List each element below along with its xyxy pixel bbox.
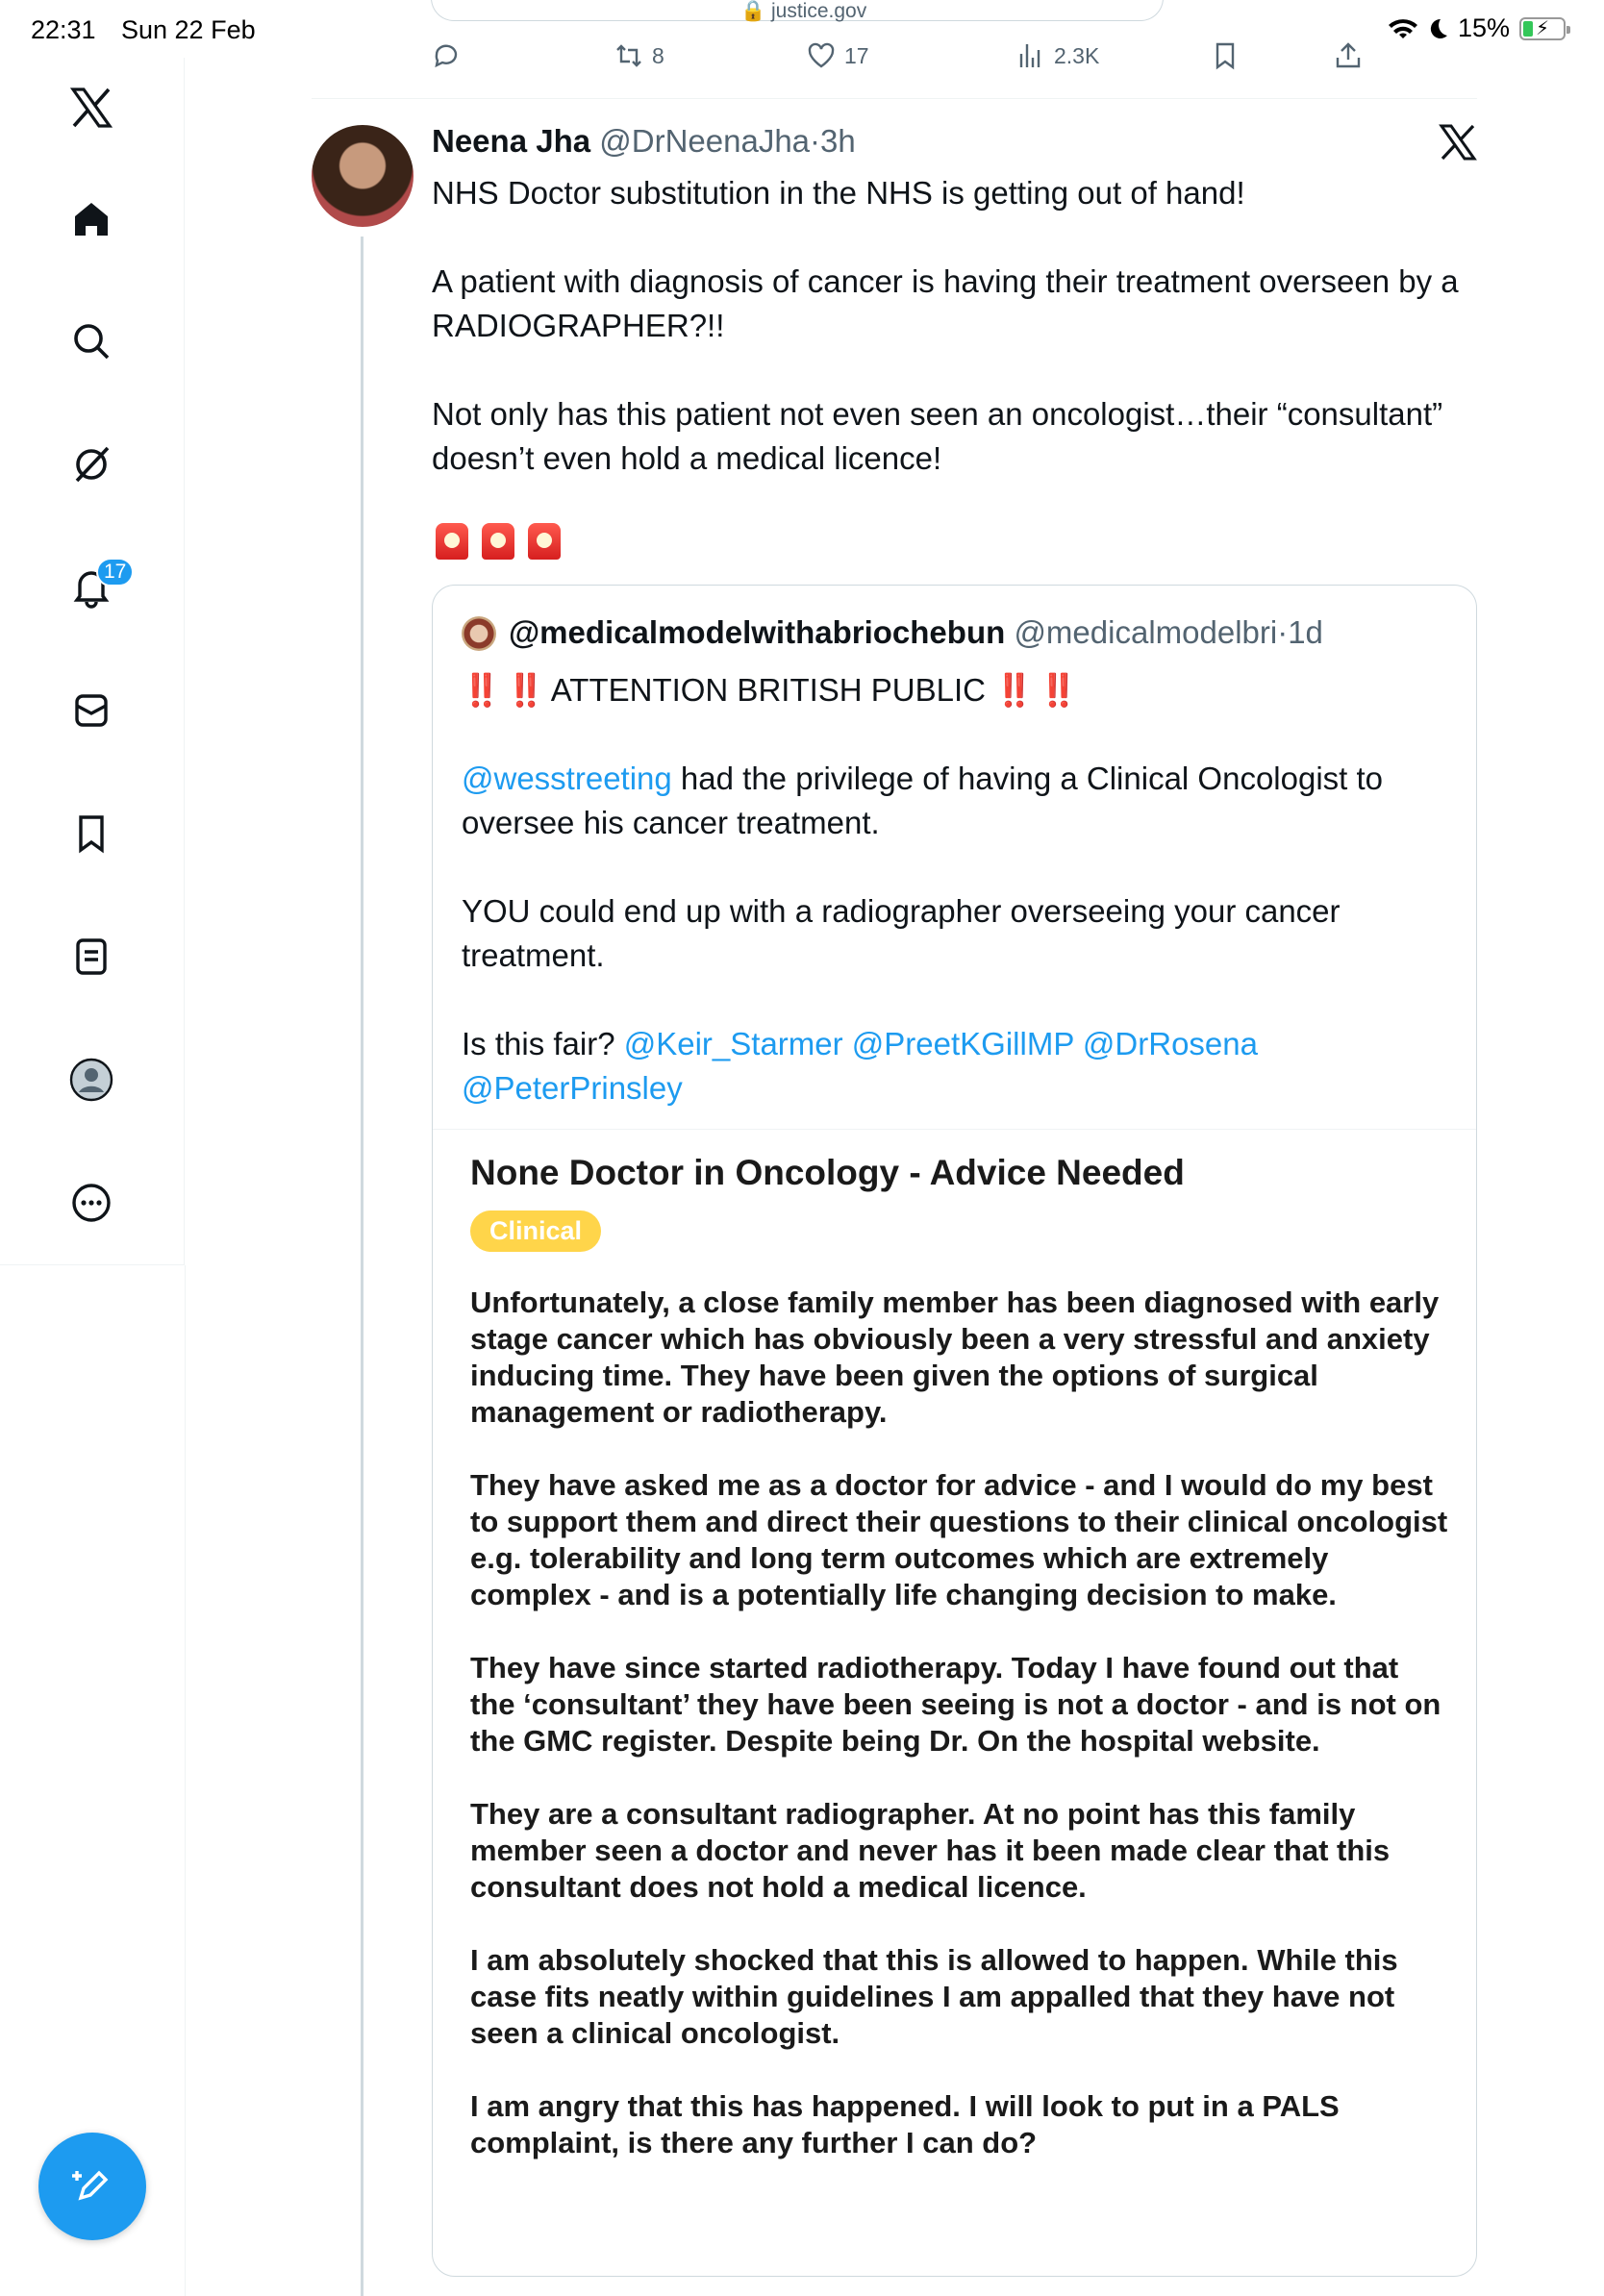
author-name[interactable]: Neena Jha <box>432 123 591 159</box>
sidebar-item-home[interactable] <box>63 191 119 247</box>
quoted-paragraph: YOU could end up with a radiographer overseeing your cancer treatment. <box>462 893 1341 973</box>
category-tag: Clinical <box>470 1210 601 1252</box>
views-count: 2.3K <box>1054 42 1100 68</box>
retweet-button[interactable] <box>614 40 664 71</box>
sidebar-item-messages[interactable] <box>63 683 119 738</box>
envelope-icon <box>69 688 113 733</box>
meta-separator: · <box>1277 614 1289 650</box>
tweet-paragraph: A patient with diagnosis of cancer is having their treatment overseen by a RADIOGRAPHER?!! <box>432 263 1459 343</box>
bookmark-button[interactable] <box>1210 40 1241 71</box>
mention-link[interactable]: @PeterPrinsley <box>462 1070 683 1106</box>
quoted-paragraph: Is this fair? @Keir_Starmer @PreetKGillMP @DrRosena @PeterPrinsley <box>462 1026 1258 1106</box>
reply-button[interactable] <box>431 40 462 71</box>
thread-line <box>361 237 363 2296</box>
sidebar-item-x-logo[interactable] <box>63 80 119 136</box>
embedded-screenshot <box>470 1143 1451 2198</box>
mention-link[interactable]: @PreetKGillMP <box>851 1026 1074 1061</box>
post-paragraph: They are a consultant radiographer. At no point has this family member seen a doctor and never has it been made clear that this consultant does not hold a medical licence. <box>470 1797 1391 1904</box>
tweet-time[interactable]: 3h <box>820 123 856 159</box>
views-button[interactable] <box>1015 40 1099 71</box>
sidebar-item-bookmarks[interactable] <box>63 806 119 861</box>
share-icon <box>1333 40 1364 71</box>
compose-button[interactable] <box>38 2133 146 2240</box>
reply-icon <box>431 40 462 71</box>
divider <box>433 1129 1477 1130</box>
link-domain[interactable]: 🔒 justice.gov <box>740 0 867 22</box>
search-icon <box>69 319 113 363</box>
share-button[interactable] <box>1333 40 1364 71</box>
sidebar-item-profile[interactable] <box>63 1052 119 1108</box>
like-count: 17 <box>844 42 869 68</box>
views-icon <box>1015 40 1046 71</box>
retweet-icon <box>614 40 644 71</box>
sidebar-border <box>185 1265 186 2296</box>
sidebar-item-more[interactable] <box>63 1175 119 1231</box>
status-date: Sun 22 Feb <box>121 15 256 44</box>
compose-icon <box>69 2163 115 2209</box>
mention-link[interactable]: @DrRosena <box>1082 1026 1258 1061</box>
bookmark-icon <box>1210 40 1241 71</box>
post-body <box>470 1285 1451 2161</box>
tweet-paragraph: NHS Doctor substitution in the NHS is getting out of hand! <box>432 175 1245 211</box>
quoted-author-avatar <box>462 616 496 651</box>
avatar-icon <box>69 1058 113 1102</box>
battery-percent: 15% <box>1457 13 1510 42</box>
post-title: None Doctor in Oncology - Advice Needed <box>470 1153 1185 1192</box>
tweet-header <box>432 123 856 160</box>
x-logo-icon <box>69 86 113 130</box>
sidebar-item-grok[interactable] <box>63 437 119 492</box>
grok-icon <box>69 442 113 487</box>
more-icon <box>69 1181 113 1225</box>
tweet-text <box>432 171 1480 525</box>
like-button[interactable] <box>806 40 869 71</box>
quoted-author-handle: @medicalmodelbri <box>1014 614 1278 650</box>
quoted-tweet[interactable] <box>432 585 1477 2277</box>
post-paragraph: They have since started radiotherapy. Today I have found out that the ‘consultant’ they have been seeing is not a doctor - and is not on the GMC register. Despite being Dr. On the hospital website. <box>470 1651 1441 1758</box>
divider <box>312 98 1477 99</box>
moon-icon <box>1427 17 1448 40</box>
status-indicators <box>1389 13 1566 43</box>
siren-icon <box>436 523 468 560</box>
mention-link[interactable]: @wesstreeting <box>462 761 672 796</box>
heart-icon <box>806 40 837 71</box>
author-avatar[interactable] <box>312 125 414 227</box>
quoted-tweet-time: 1d <box>1288 614 1323 650</box>
meta-separator: · <box>810 123 821 159</box>
quoted-headline: ATTENTION BRITISH PUBLIC <box>550 672 986 708</box>
list-icon <box>69 935 113 979</box>
bookmark-icon <box>69 811 113 856</box>
siren-emojis <box>436 523 561 560</box>
quoted-paragraph: @wesstreeting had the privilege of having a Clinical Oncologist to oversee his cancer treatment. <box>462 761 1384 840</box>
post-paragraph: I am absolutely shocked that this is allowed to happen. While this case fits neatly within guidelines I am appalled that they have not seen a clinical oncologist. <box>470 1943 1398 2050</box>
post-paragraph: They have asked me as a doctor for advice - and I would do my best to support them and direct their questions to their clinical oncologist e.g. tolerability and long term outcomes which are extremely complex - and is a potentially life changing decision to make. <box>470 1468 1448 1611</box>
double-exclamation-icon: ‼️ ‼️ <box>994 672 1077 708</box>
siren-icon <box>528 523 561 560</box>
previous-tweet-actions <box>431 40 1373 79</box>
sidebar-item-search[interactable] <box>63 313 119 369</box>
siren-icon <box>482 523 514 560</box>
sidebar-item-lists[interactable] <box>63 929 119 985</box>
quoted-tweet-text <box>462 668 1452 1155</box>
mention-link[interactable]: @Keir_Starmer <box>623 1026 843 1061</box>
retweet-count: 8 <box>652 42 664 68</box>
post-paragraph: Unfortunately, a close family member has been diagnosed with early stage cancer which has obviously been a very stressful and anxiety inducing time. They have been given the options of surgical management or radiotherapy. <box>470 1285 1440 1429</box>
quoted-headline-line <box>462 668 1452 712</box>
quoted-author-name: @medicalmodelwithabriochebun <box>509 614 1006 650</box>
home-icon <box>69 197 113 241</box>
wifi-icon <box>1389 17 1417 40</box>
status-time: 22:31 <box>31 15 96 44</box>
battery-icon: ⚡ <box>1519 17 1566 40</box>
author-handle[interactable]: @DrNeenaJha <box>599 123 811 159</box>
notifications-badge: 17 <box>96 558 134 586</box>
quoted-tweet-header <box>509 614 1323 651</box>
double-exclamation-icon: ‼️ ‼️ <box>462 672 544 708</box>
post-paragraph: I am angry that this has happened. I will look to put in a PALS complaint, is there any further I can do? <box>470 2089 1340 2159</box>
tweet-paragraph: Not only has this patient not even seen an oncologist…their “consultant” doesn’t even hold a medical licence! <box>432 396 1443 476</box>
x-logo-icon <box>1439 123 1477 162</box>
